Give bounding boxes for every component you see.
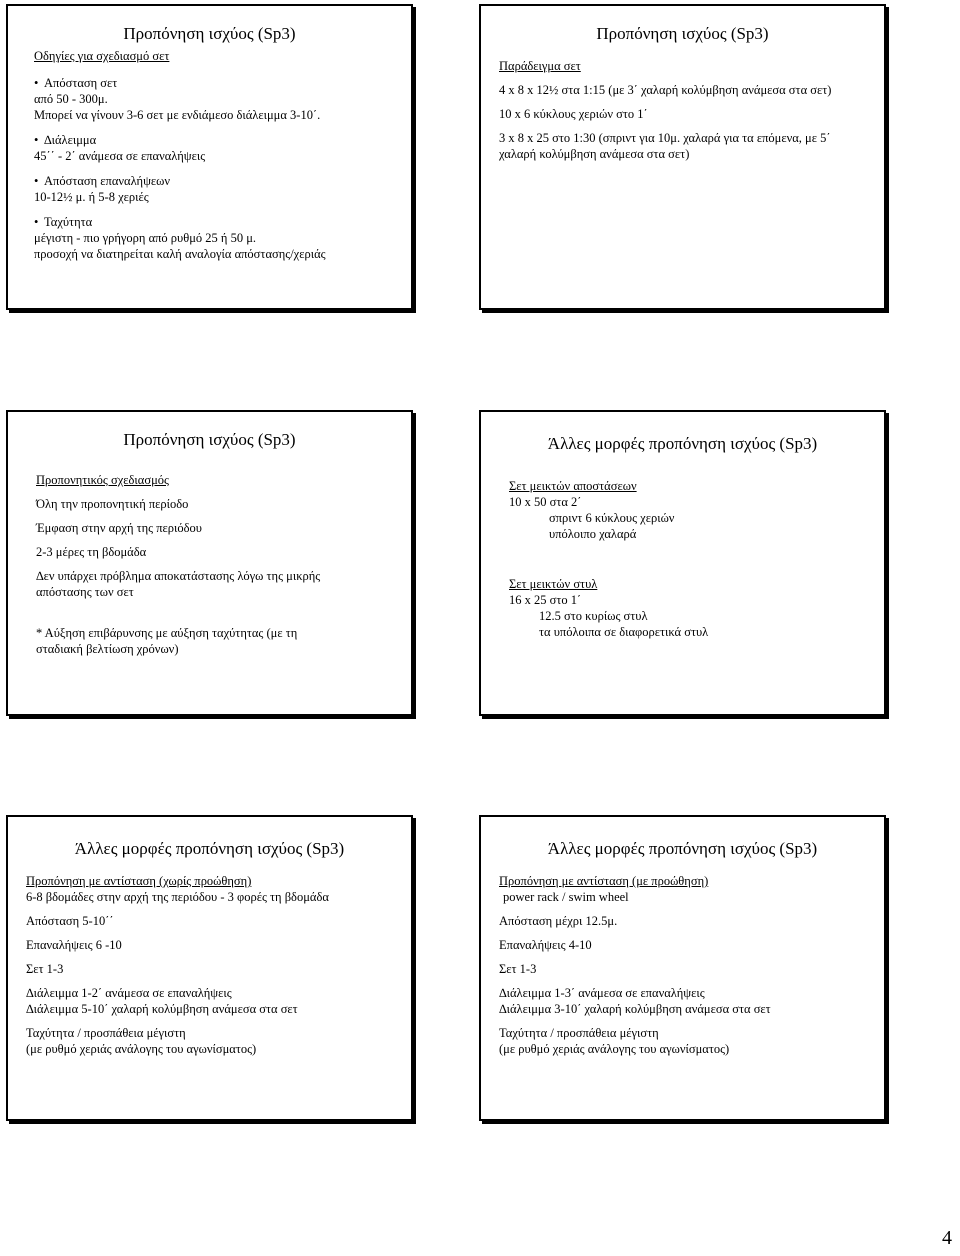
slide-5 — [6, 815, 413, 1121]
bullet-label: Ταχύτητα — [44, 215, 93, 229]
body-line: 12.5 στο κυρίως στυλ — [539, 609, 648, 623]
body-line: σταδιακή βελτίωση χρόνων) — [36, 642, 179, 656]
list-item: • Απόσταση σετ από 50 - 300μ. Μπορεί να γίνουν 3-6 σετ με ενδιάμεσο διάλειμμα 3-10΄. — [34, 75, 406, 123]
item-line: προσοχή να διατηρείται καλή αναλογία απόστασης/χεριάς — [34, 247, 326, 261]
slide-2 — [479, 4, 886, 310]
body-line: 3 x 8 x 25 στο 1:30 (σπριντ για 10μ. χαλαρά για τα επόμενα, με 5΄ — [499, 131, 831, 145]
body-line: ∆ιάλειμμα 1-3΄ ανάμεσα σε επαναλήψεις — [499, 986, 705, 1000]
list-item: • ∆ιάλειμμα 45΄΄ - 2΄ ανάμεσα σε επαναλήψεις — [34, 132, 406, 164]
page-number: 4 — [942, 1227, 952, 1249]
bullet-label: Απόσταση σετ — [44, 76, 118, 90]
body-line: 10 x 6 κύκλους χεριών στο 1΄ — [499, 107, 648, 121]
slide-title: Άλλες μορφές προπόνηση ισχύος (Sp3) — [547, 839, 818, 858]
body-line: ∆ιάλειμμα 1-2΄ ανάμεσα σε επαναλήψεις — [26, 986, 232, 1000]
slide-body — [36, 472, 408, 657]
slide-body — [34, 48, 406, 262]
slide-6 — [479, 815, 886, 1121]
body-line: Επαναλήψεις 6 -10 — [26, 938, 122, 952]
slide-body — [26, 873, 410, 1057]
body-line: 2-3 μέρες τη βδομάδα — [36, 545, 147, 559]
body-line: ∆εν υπάρχει πρόβλημα αποκατάστασης λόγω της μικρής — [36, 569, 321, 583]
body-line: Επαναλήψεις 4-10 — [499, 938, 592, 952]
body-line: Σετ 1-3 — [26, 962, 64, 976]
item-line: από 50 - 300μ. — [34, 92, 108, 106]
body-line: χαλαρή κολύμβηση ανάμεσα στα σετ) — [499, 147, 690, 161]
slide-body — [499, 58, 883, 162]
body-line: 16 x 25 στο 1΄ — [509, 593, 582, 607]
body-line: Όλη την προπονητική περίοδο — [36, 497, 189, 511]
body-line: ∆ιάλειμμα 3-10΄ χαλαρή κολύμβηση ανάμεσα στα σετ — [499, 1002, 771, 1016]
body-line: ∆ιάλειμμα 5-10΄ χαλαρή κολύμβηση ανάμεσα στα σετ — [26, 1002, 298, 1016]
slide-title: Άλλες μορφές προπόνηση ισχύος (Sp3) — [74, 839, 345, 858]
body-line: τα υπόλοιπα σε διαφορετικά στυλ — [539, 625, 709, 639]
bullet-label: Απόσταση επαναλήψεων — [44, 174, 171, 188]
slide-heading: Σετ μεικτών στυλ — [509, 577, 598, 591]
body-line: 4 x 8 x 12½ στα 1:15 (με 3΄ χαλαρή κολύμβηση ανάμεσα στα σετ) — [499, 83, 832, 97]
body-line: Απόσταση μέχρι 12.5μ. — [499, 914, 618, 928]
body-line: υπόλοιπο χαλαρά — [549, 527, 637, 541]
slide-body — [499, 873, 883, 1057]
body-line: σπριντ 6 κύκλους χεριών — [549, 511, 675, 525]
list-item: • Απόσταση επαναλήψεων 10-12½ μ. ή 5-8 χεριές — [34, 173, 406, 205]
body-line: απόστασης των σετ — [36, 585, 134, 599]
body-line: 10 x 50 στα 2΄ — [509, 495, 582, 509]
slide-body — [509, 478, 881, 640]
slide-title: Προπόνηση ισχύος (Sp3) — [123, 24, 296, 43]
body-line: (με ρυθμό χεριάς ανάλογης του αγωνίσματος) — [499, 1042, 730, 1056]
body-line: (με ρυθμό χεριάς ανάλογης του αγωνίσματος) — [26, 1042, 257, 1056]
slide-4 — [479, 410, 886, 716]
slide-title: Άλλες μορφές προπόνηση ισχύος (Sp3) — [547, 434, 818, 453]
bullet-label: ∆ιάλειμμα — [44, 133, 97, 147]
slide-heading: Προπονητικός σχεδιασμός — [36, 473, 169, 487]
slide-heading: Οδηγίες για σχεδιασμό σετ — [34, 49, 170, 63]
slide-heading: Παράδειγμα σετ — [499, 59, 581, 73]
slide-heading: Προπόνηση με αντίσταση (με προώθηση) — [499, 874, 709, 888]
slide-1 — [6, 4, 413, 310]
body-line: Έμφαση στην αρχή της περιόδου — [36, 521, 202, 535]
item-line: 45΄΄ - 2΄ ανάμεσα σε επαναλήψεις — [34, 149, 206, 163]
slide-heading: Σετ μεικτών αποστάσεων — [509, 479, 637, 493]
body-line: Απόσταση 5-10΄΄ — [26, 914, 114, 928]
item-line: Μπορεί να γίνουν 3-6 σετ με ενδιάμεσο διάλειμμα 3-10΄. — [34, 108, 321, 122]
slide-heading: Προπόνηση με αντίσταση (χωρίς προώθηση) — [26, 874, 252, 888]
slide-3 — [6, 410, 413, 716]
body-line: Σετ 1-3 — [499, 962, 537, 976]
item-line: 10-12½ μ. ή 5-8 χεριές — [34, 190, 149, 204]
list-item: • Ταχύτητα μέγιστη - πιο γρήγορη από ρυθμό 25 ή 50 μ. προσοχή να διατηρείται καλή αναλογία απόστασης/χεριάς — [34, 214, 406, 262]
body-line: 6-8 βδομάδες στην αρχή της περιόδου - 3 φορές τη βδομάδα — [26, 890, 329, 904]
body-line: power rack / swim wheel — [503, 890, 629, 904]
body-line: Ταχύτητα / προσπάθεια μέγιστη — [499, 1026, 659, 1040]
body-line: Ταχύτητα / προσπάθεια μέγιστη — [26, 1026, 186, 1040]
slide-title: Προπόνηση ισχύος (Sp3) — [123, 430, 296, 449]
body-line: * Αύξηση επιβάρυνσης με αύξηση ταχύτητας (με τη — [36, 626, 298, 640]
item-line: μέγιστη - πιο γρήγορη από ρυθμό 25 ή 50 μ. — [34, 231, 257, 245]
slide-title: Προπόνηση ισχύος (Sp3) — [596, 24, 769, 43]
